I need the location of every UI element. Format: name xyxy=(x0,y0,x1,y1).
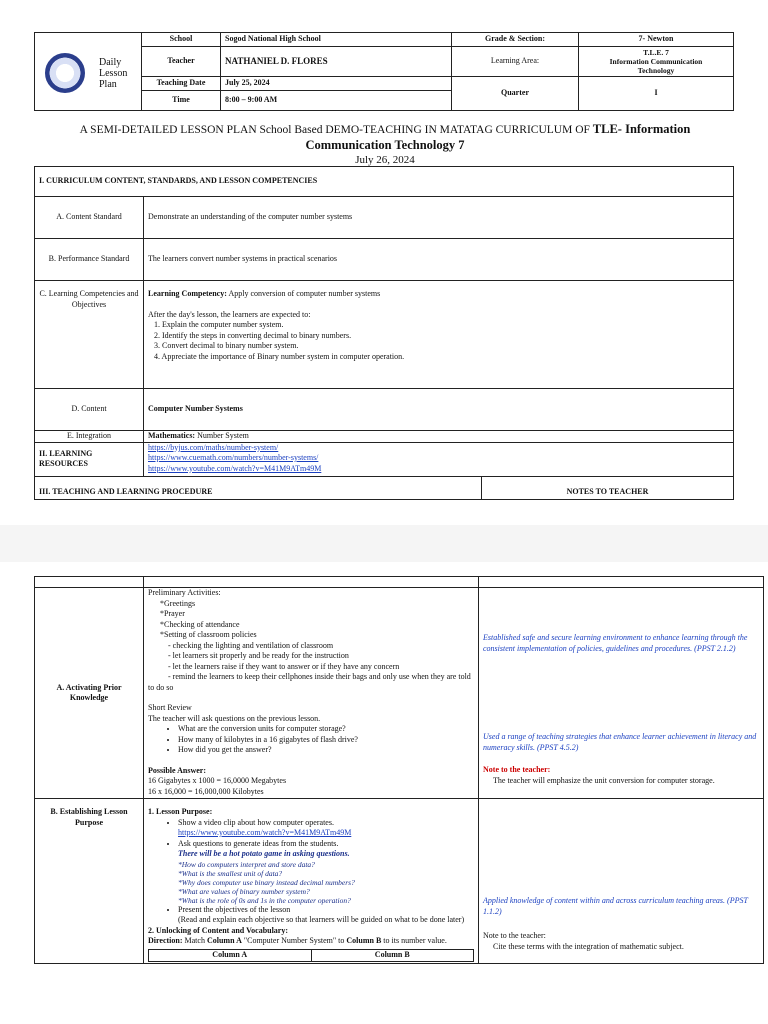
resources-cell xyxy=(144,442,734,476)
notes-heading: NOTES TO TEACHER xyxy=(566,486,649,496)
logo-cell xyxy=(35,33,142,111)
purpose-bullet: • Present the objectives of the lesson xyxy=(178,905,474,916)
teacher-value: NATHANIEL D. FLORES xyxy=(221,46,452,76)
school-label: School xyxy=(142,33,221,47)
deped-seal-icon xyxy=(45,53,85,93)
content-value: Computer Number Systems xyxy=(144,389,734,431)
activating-label: A. Activating Prior Knowledge xyxy=(35,588,144,799)
policy-item: - let the learners raise if they want to answer or if they have any concern xyxy=(168,661,400,671)
prelim-item: *Greetings xyxy=(160,598,196,608)
date-label: Teaching Date xyxy=(142,76,221,90)
performance-standard-value: The learners convert number systems in practical scenarios xyxy=(144,239,734,281)
note-text: The teacher will emphasize the unit conversion for computer storage. xyxy=(493,775,715,785)
content-standard-label: A. Content Standard xyxy=(35,197,144,239)
note-label: Note to the teacher: xyxy=(483,765,551,774)
document-title xyxy=(40,122,730,167)
sub-question: *How do computers interpret and store data? xyxy=(178,859,315,869)
answer-line-1: 16 Gigabytes x 1000 = 16,0000 Megabytes xyxy=(148,776,287,785)
dlp-title-2: Lesson xyxy=(99,68,128,79)
matching-table-header xyxy=(148,949,474,962)
resource-link[interactable]: https://www.cuemath.com/numbers/number-systems/ xyxy=(148,453,319,462)
objective-item: 4. Appreciate the importance of Binary number system in computer operation. xyxy=(154,351,405,361)
purpose-bullet: • Ask questions to generate ideas from the students. There will be a hot potato game in asking questions. *How do computers interpret and store data? *What is the smallest unit of data? *Why does computer use binary instead decimal numbers? *What are values of binary number system? *What is the role of 0s and 1s in the computer operation? xyxy=(178,839,474,905)
content-standard-value: Demonstrate an understanding of the computer number systems xyxy=(144,197,734,239)
dlp-title-1: Daily xyxy=(99,57,122,68)
time-label: Time xyxy=(142,90,221,110)
activating-content xyxy=(144,588,479,799)
integration-subject: Mathematics: xyxy=(148,431,196,440)
policy-item: - let learners sit properly and be ready for the instruction xyxy=(168,651,349,660)
review-title: Short Review xyxy=(148,703,192,712)
grade-value: 7- Newton xyxy=(579,33,734,47)
purpose-notes xyxy=(479,799,764,964)
title-part-2: TLE- Information Communication Technology 7 xyxy=(305,122,691,152)
content-label: D. Content xyxy=(35,389,144,431)
activating-notes xyxy=(479,588,764,799)
purpose-content xyxy=(144,799,479,964)
sub-question: *What are values of binary number system? xyxy=(178,886,310,896)
purpose-title: 1. Lesson Purpose: xyxy=(148,807,213,816)
date-value: July 25, 2024 xyxy=(221,76,452,90)
teacher-label: Teacher xyxy=(142,46,221,76)
resource-link[interactable]: https://www.youtube.com/watch?v=M41M9ATm49M xyxy=(148,463,322,473)
quarter-value: I xyxy=(579,76,734,110)
policy-item: - remind the learners to keep their cellphones inside their bags and only use when they are told to do so xyxy=(148,672,471,692)
review-intro: The teacher will ask questions on the previous lesson. xyxy=(148,713,321,723)
video-link[interactable]: https://www.youtube.com/watch?v=M41M9ATm49M xyxy=(178,828,352,837)
answer-label: Possible Answer: xyxy=(148,765,206,775)
prelim-item: *Setting of classroom policies xyxy=(160,630,257,639)
objective-item: 1. Explain the computer number system. xyxy=(154,320,284,329)
curriculum-table xyxy=(34,166,734,500)
performance-standard-label: B. Performance Standard xyxy=(35,239,144,281)
note-ppst-212: Established safe and secure learning environment to enhance learning through the consistent implementation of policies, guidelines and procedures. (PPST 2.1.2) xyxy=(483,633,748,653)
sub-question: *Why does computer use binary instead decimal numbers? xyxy=(178,877,355,887)
objectives-intro: After the day's lesson, the learners are expected to: xyxy=(148,309,311,319)
section-1-heading: I. CURRICULUM CONTENT, STANDARDS, AND LESSON COMPETENCIES xyxy=(35,167,734,197)
title-date: July 26, 2024 xyxy=(355,154,415,166)
hot-potato-note: There will be a hot potato game in asking questions. xyxy=(178,849,350,858)
purpose-note-text: Cite these terms with the integration of mathematic subject. xyxy=(493,941,684,951)
column-b-header: Column B xyxy=(374,949,410,959)
objective-guide: (Read and explain each objective so that learners will be guided on what to be done later) xyxy=(178,915,465,924)
area-label: Learning Area: xyxy=(452,46,579,76)
competencies-label: C. Learning Competencies and Objectives xyxy=(35,281,144,389)
column-a-header: Column A xyxy=(149,950,312,961)
title-part-1: A SEMI-DETAILED LESSON PLAN School Based DEMO-TEACHING IN MATATAG CURRICULUM OF xyxy=(79,124,593,136)
note-ppst-452: Used a range of teaching strategies that enhance learner achievement in literacy and numeracy skills. (PPST 4.5.2) xyxy=(483,732,757,752)
quarter-label: Quarter xyxy=(452,76,579,110)
direction-text: Direction: Match Column A "Computer Number System" to Column B to its number value. xyxy=(148,936,447,945)
dlp-title-3: Plan xyxy=(99,79,117,90)
integration-cell xyxy=(144,431,734,443)
policy-item: - checking the lighting and ventilation of classroom xyxy=(168,640,334,650)
purpose-label: B. Establishing Lesson Purpose xyxy=(35,799,144,964)
sub-question: *What is the smallest unit of data? xyxy=(178,868,283,878)
procedure-table xyxy=(34,576,764,964)
purpose-bullet: • Show a video clip about how computer operates. https://www.youtube.com/watch?v=M41M9ATm49M xyxy=(178,818,474,839)
area-value: T.L.E. 7 Information Communication Technology xyxy=(579,46,734,76)
sub-question: *What is the role of 0s and 1s in the computer operation? xyxy=(178,895,351,905)
objective-item: 3. Convert decimal to binary number system. xyxy=(154,341,299,350)
integration-text: Number System xyxy=(195,431,249,440)
competencies-cell xyxy=(144,281,734,389)
school-value: Sogod National High School xyxy=(221,33,452,47)
resource-link[interactable]: https://byjus.com/maths/number-system/ xyxy=(148,442,279,452)
note-ppst-112: Applied knowledge of content within and across curriculum teaching areas. (PPST 1.1.2) xyxy=(483,896,748,916)
prelim-item: *Checking of attendance xyxy=(160,619,240,629)
prelim-title: Preliminary Activities: xyxy=(148,588,221,597)
header-table xyxy=(34,32,734,111)
grade-label: Grade & Section: xyxy=(452,33,579,47)
review-question: • What are the conversion units for computer storage? xyxy=(178,724,474,735)
procedure-heading-row xyxy=(35,476,734,499)
competency-text: Apply conversion of computer number systems xyxy=(226,289,381,298)
integration-label: E. Integration xyxy=(35,431,144,443)
unlocking-title: 2. Unlocking of Content and Vocabulary: xyxy=(148,925,289,935)
page-2 xyxy=(0,562,768,1024)
review-question: • How many of kilobytes in a 16 gigabytes of flash drive? xyxy=(178,735,474,746)
competency-label: Learning Competency: xyxy=(148,289,227,298)
prelim-item: *Prayer xyxy=(160,609,185,618)
time-value: 8:00 – 9:00 AM xyxy=(221,90,452,110)
procedure-heading: III. TEACHING AND LEARNING PROCEDURE xyxy=(35,477,482,499)
review-question: • How did you get the answer? xyxy=(178,745,474,756)
objective-item: 2. Identify the steps in converting decimal to binary numbers. xyxy=(154,330,352,340)
purpose-note-label: Note to the teacher: xyxy=(483,931,546,940)
resources-heading: II. LEARNING RESOURCES xyxy=(35,442,144,476)
answer-line-2: 16 x 16,000 = 16,000,000 Kilobytes xyxy=(148,786,264,796)
